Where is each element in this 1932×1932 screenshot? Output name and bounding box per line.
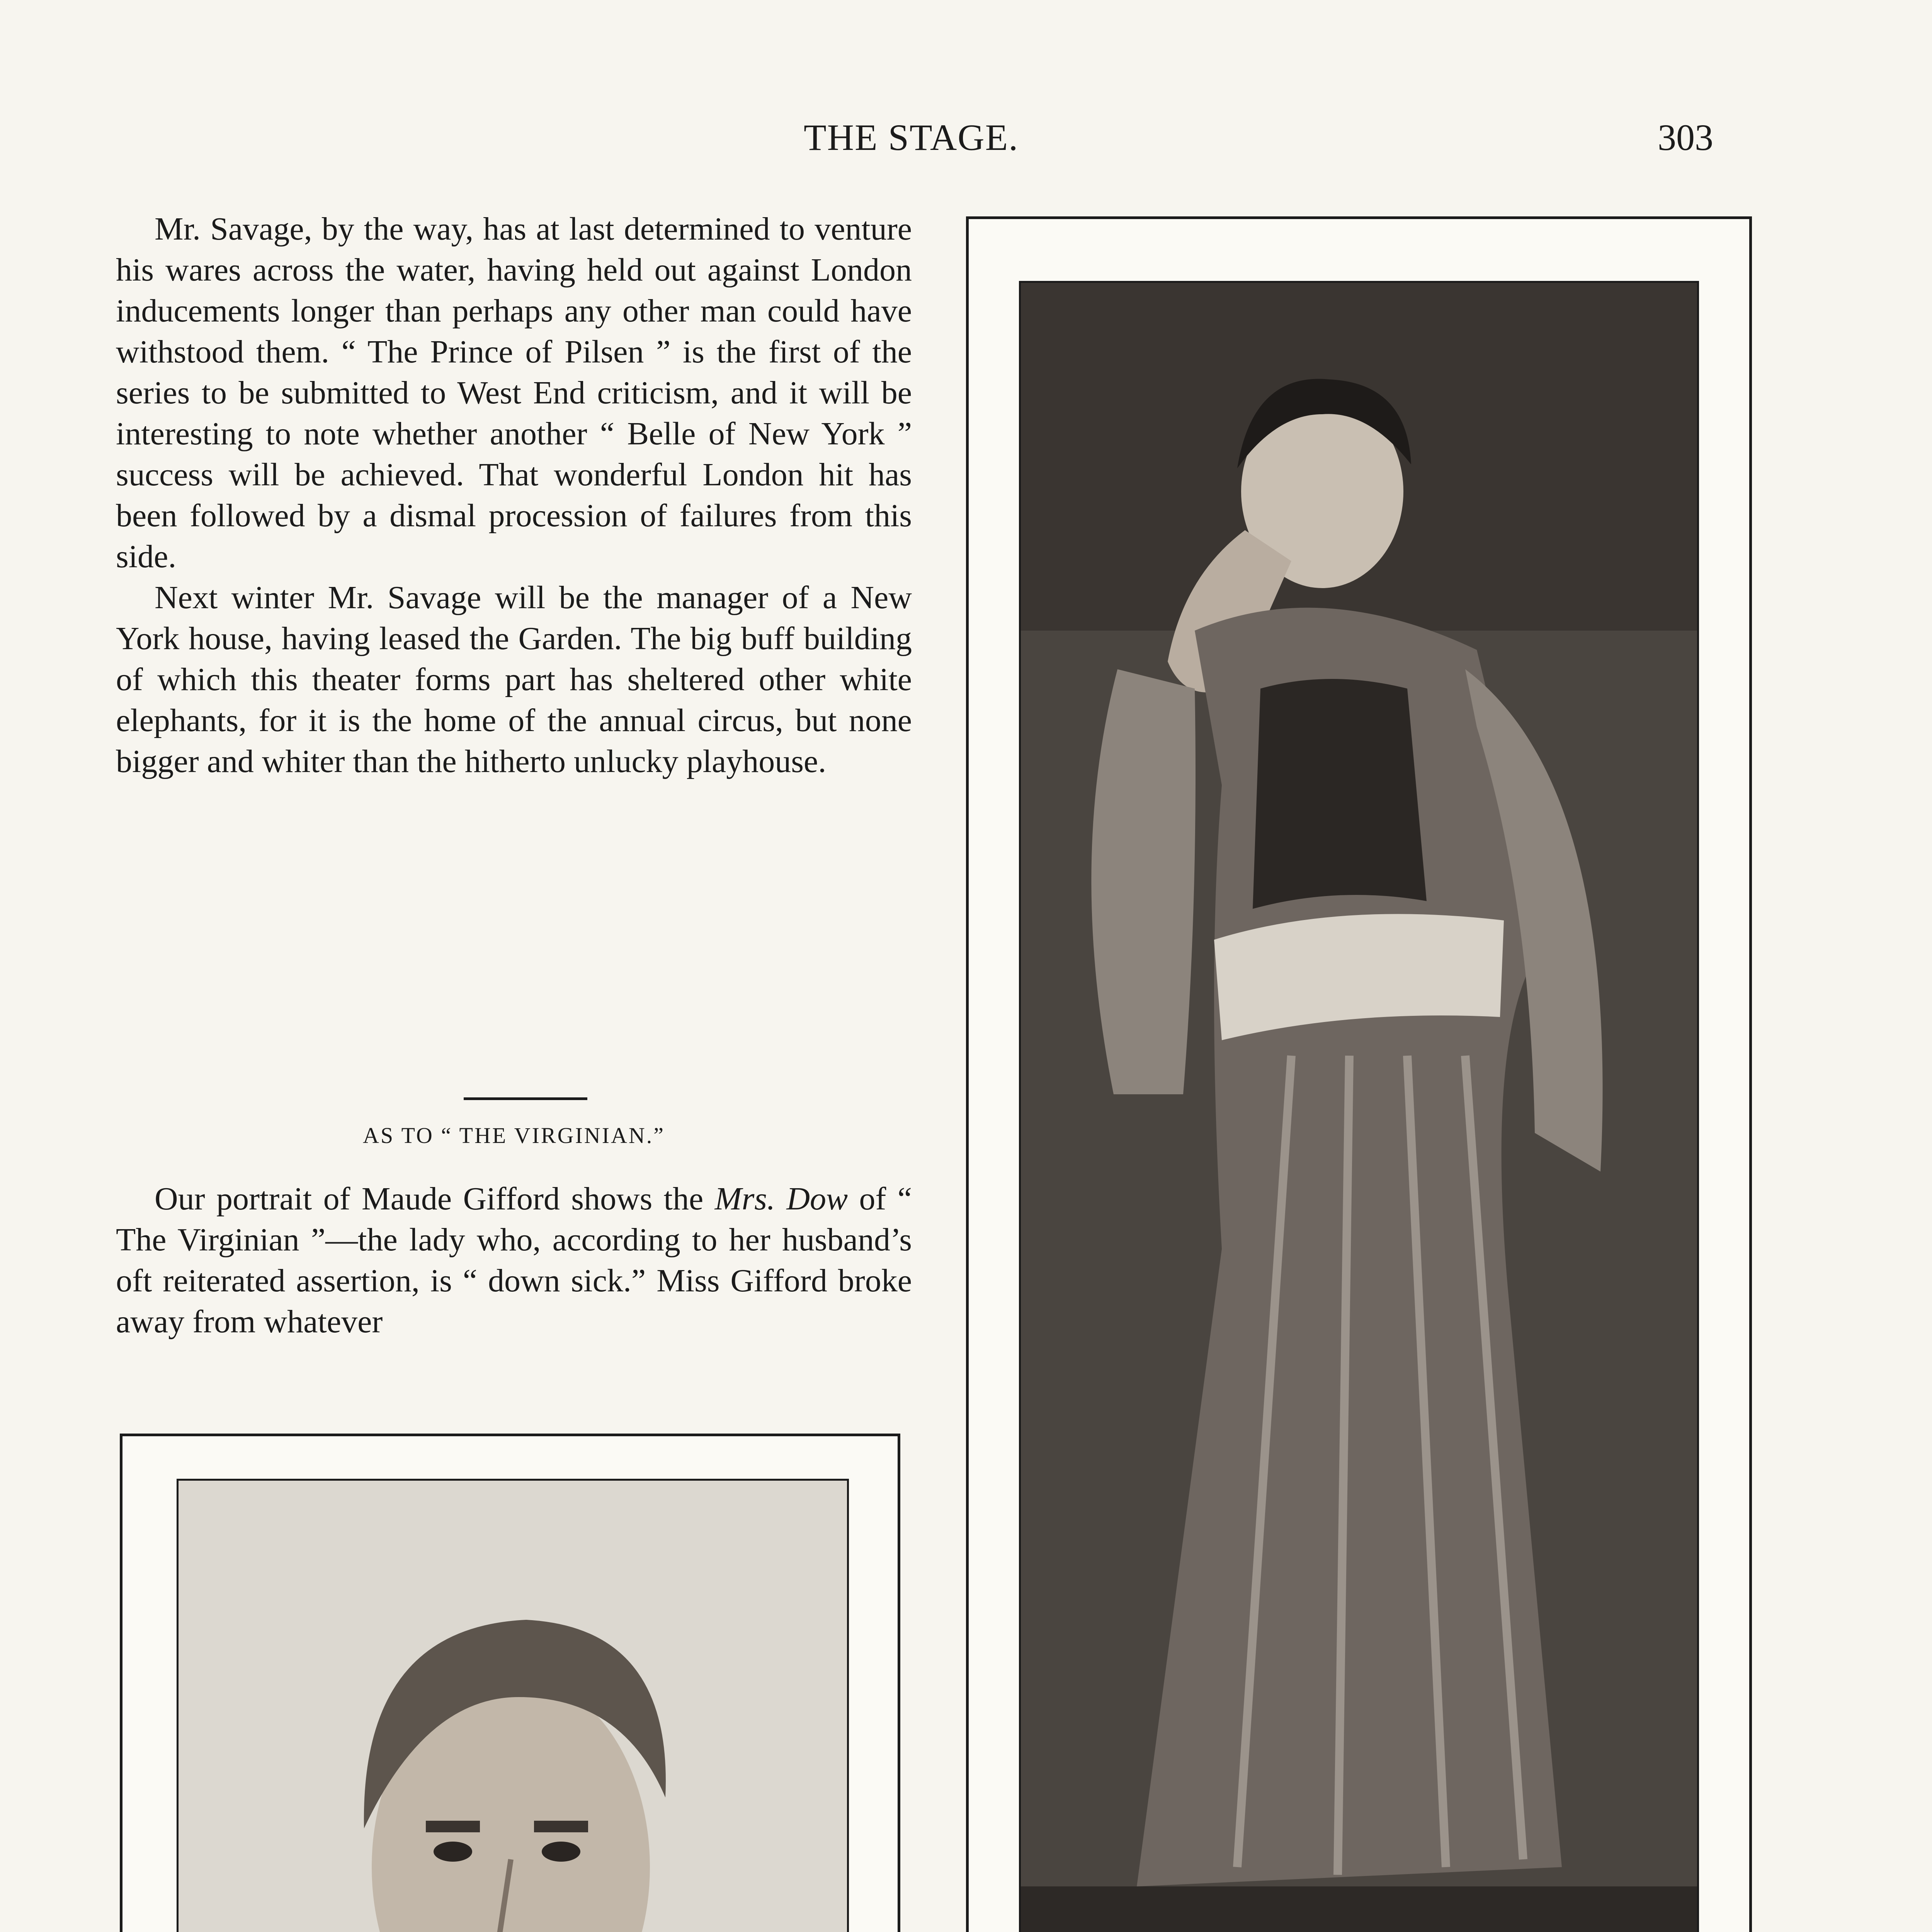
- section-heading: AS TO “ THE VIRGINIAN.”: [362, 1123, 665, 1148]
- paragraph-text: Our portrait of Maude Gifford shows the: [155, 1181, 715, 1217]
- paragraph-text: of “ The Virginian ”—the lady who, according to her husband’s oft reiterated assertion, is “ down sick.” Miss Gifford broke away from whatever: [116, 1181, 912, 1340]
- running-header: THE STAGE.: [804, 117, 1019, 158]
- left-column-text: [116, 209, 912, 782]
- portrait-photo-wright-lorimer: [177, 1479, 849, 1932]
- portrait-illustration: [179, 1481, 847, 1932]
- character-name: Mrs. Dow: [714, 1181, 848, 1217]
- section-text: [116, 1179, 912, 1342]
- photo-frame-wright-lorimer: [120, 1434, 900, 1932]
- paragraph: Mr. Savage, by the way, has at last determined to venture his wares across the water, having held out against London inducements longer than perhaps any other man could have withstood them. “ The Prince of Pilsen ” is the first of the series to be submitted to West End criticism, and it will be interesting to note whether another “ Belle of New York ” success will be achieved. That wonderful London hit has been followed by a dismal procession of failures from this side.: [116, 211, 912, 575]
- portrait-illustration: [1021, 283, 1697, 1932]
- paragraph: Next winter Mr. Savage will be the manager of a New York house, having leased the Garden. The big buff building of which this theater forms part has sheltered other white elephants, for it is the home of the annual circus, but none bigger and whiter than the hitherto unlucky playhouse.: [116, 580, 912, 779]
- page-number: 303: [1658, 117, 1713, 158]
- paragraph: [116, 1179, 912, 1342]
- photo-frame-amelia-ross: [966, 216, 1752, 1932]
- section-divider: [464, 1097, 587, 1100]
- portrait-photo-amelia-ross: [1019, 281, 1699, 1932]
